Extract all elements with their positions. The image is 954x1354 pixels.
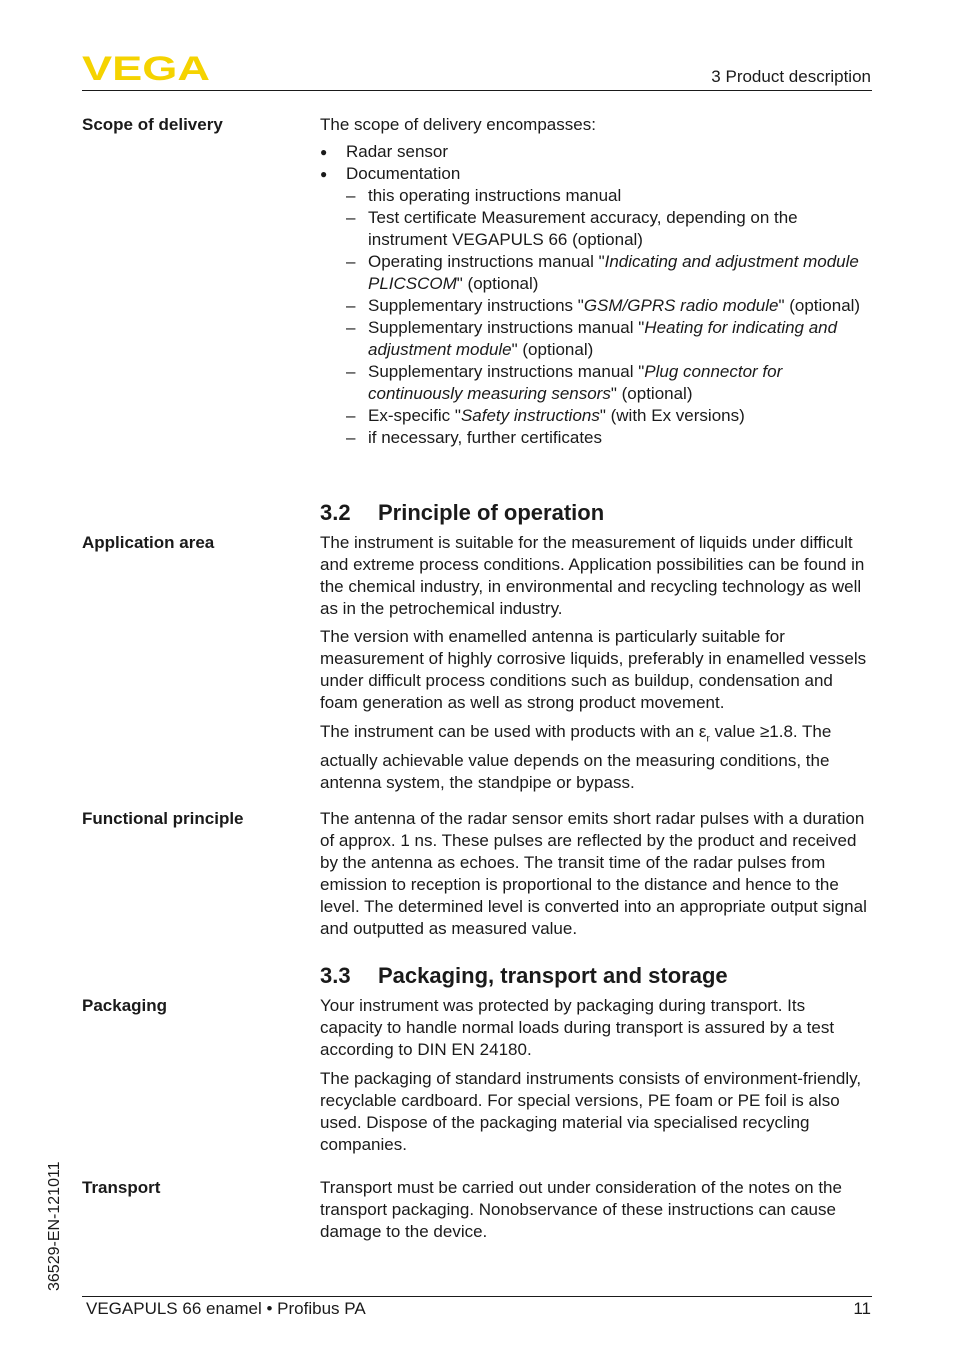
- section-number: 3.2: [320, 500, 351, 525]
- scope-content: [320, 114, 872, 449]
- list-item: ● Radar sensor: [320, 141, 872, 163]
- paragraph: The packaging of standard instruments consists of environment-friendly, recyclable cardboard. For special versions, PE foam or PE foil is also used. Dispose of the packaging material via specialised recycling companies.: [320, 1069, 862, 1154]
- section-heading-3-2: [320, 500, 604, 526]
- application-area-label: Application area: [82, 533, 215, 552]
- scope-intro: The scope of delivery encompasses:: [320, 115, 596, 134]
- section-number: 3.3: [320, 963, 351, 988]
- list-item: – Operating instructions manual "Indicating and adjustment module PLICSCOM" (optional): [346, 251, 872, 295]
- scope-label: Scope of delivery: [82, 115, 223, 134]
- vega-logo-text: VEGA: [82, 52, 210, 82]
- list-item: ● Documentation – this operating instructions manual – Test certificate Measurement accuracy, depending on the instrument VEGAPULS 66 (optional) – Operating instructions manual "Indicating and adjustment module PLICSCOM" (optional) – Supplementary instructions "GSM/GPRS radio module" (optional) – Supplementary instructions manual "Heating for indicating and adjustment module" (optional) – Supplementary instructions manual "Plug connector for continuously measuring sensors" (optional) – Ex-specific "Safety instructions" (with Ex versions) – if necessary, further certificates: [320, 163, 872, 449]
- document-code: 36529-EN-121011: [46, 1161, 63, 1291]
- list-item: – Supplementary instructions "GSM/GPRS radio module" (optional): [346, 295, 872, 317]
- list-item: – Test certificate Measurement accuracy, depending on the instrument VEGAPULS 66 (optional): [346, 207, 872, 251]
- list-item: – if necessary, further certificates: [346, 427, 872, 449]
- documentation-list: [346, 185, 872, 449]
- paragraph: Transport must be carried out under consideration of the notes on the transport packaging. Nonobservance of these instructions can cause damage to the device.: [320, 1178, 842, 1241]
- paragraph: Your instrument was protected by packaging during transport. Its capacity to handle normal loads during transport is assured by a test according to DIN EN 24180.: [320, 996, 835, 1059]
- packaging-content: [320, 995, 872, 1163]
- paragraph: The instrument is suitable for the measurement of liquids under difficult and extreme process conditions. Application possibilities can be found in the chemical industry, in environmental and recycling technology as well as in the petrochemical industry.: [320, 533, 865, 618]
- vega-logo: [82, 52, 212, 82]
- footer-product: VEGAPULS 66 enamel • Profibus PA: [86, 1299, 366, 1318]
- section-heading-3-3: [320, 963, 728, 989]
- footer-divider: [82, 1296, 872, 1297]
- transport-content: [320, 1177, 872, 1250]
- functional-principle-content: [320, 808, 872, 947]
- header-section-label: 3 Product description: [711, 67, 871, 86]
- functional-principle-label: Functional principle: [82, 809, 244, 828]
- paragraph: The version with enamelled antenna is particularly suitable for measurement of highly corrosive liquids, preferably in enamelled vessels under difficult process conditions such as buildup, condensation and foam generation as well as strong product movement.: [320, 627, 867, 712]
- application-area-content: [320, 532, 872, 627]
- packaging-label: Packaging: [82, 996, 168, 1015]
- section-title: Packaging, transport and storage: [378, 963, 728, 988]
- list-item: – Supplementary instructions manual "Heating for indicating and adjustment module" (optional): [346, 317, 872, 361]
- paragraph: The instrument can be used with products with an $\varepsilon_r$ value ≥1.8. The actually achievable value depends on the measuring conditions, the antenna system, the standpipe or bypass.: [320, 722, 832, 793]
- application-area-content-2: [320, 626, 872, 801]
- page-number: 11: [853, 1299, 871, 1318]
- scope-list: [320, 141, 872, 449]
- header-divider: [82, 90, 872, 91]
- list-item: – Supplementary instructions manual "Plug connector for continuously measuring sensors" (optional): [346, 361, 872, 405]
- list-item: – this operating instructions manual: [346, 185, 872, 207]
- list-item: – Ex-specific "Safety instructions" (with Ex versions): [346, 405, 872, 427]
- paragraph: The antenna of the radar sensor emits short radar pulses with a duration of approx. 1 ns. These pulses are reflected by the product and received by the antenna as echoes. The transit time of the radar pulses from emission to reception is proportional to the distance and hence to the level. The determined level is converted into an appropriate output signal and outputted as measured value.: [320, 809, 867, 938]
- transport-label: Transport: [82, 1178, 161, 1197]
- section-title: Principle of operation: [378, 500, 605, 525]
